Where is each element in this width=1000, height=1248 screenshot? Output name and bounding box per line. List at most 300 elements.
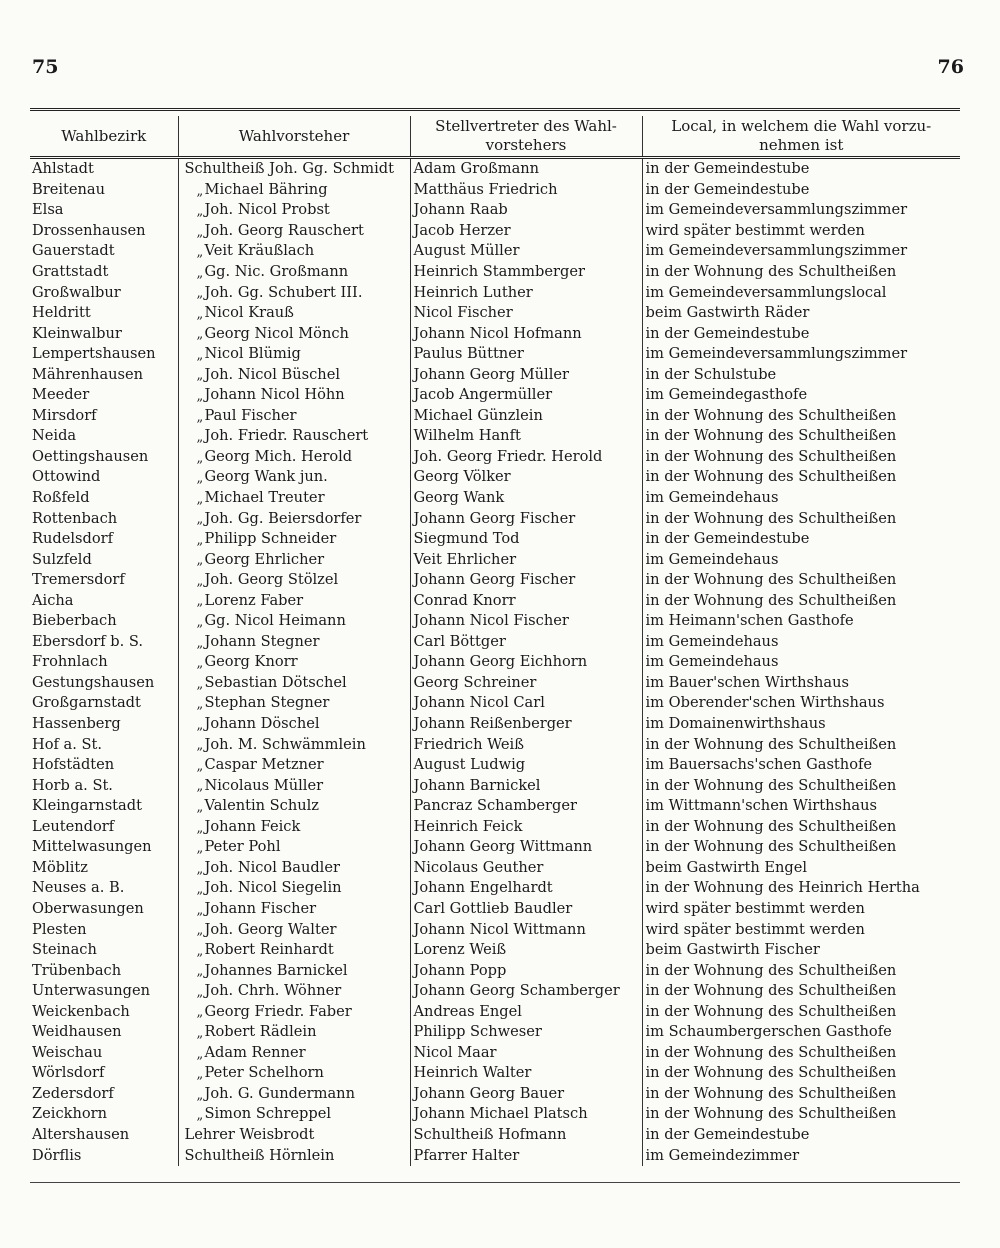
cell-wahlvorsteher <box>178 385 410 406</box>
table-row <box>30 508 960 529</box>
cell-wahlbezirk: Trübenbach <box>32 961 122 979</box>
cell-local: in der Wohnung des Schultheißen <box>642 1063 960 1084</box>
cell-local: in der Wohnung des Schultheißen <box>642 817 960 838</box>
ditto-mark: „ <box>196 204 204 220</box>
election-districts-table <box>30 116 960 1166</box>
cell-wahlvorsteher <box>178 241 410 262</box>
vorsteher-name: Caspar Metzner <box>204 756 324 774</box>
vorsteher-name: Joh. Nicol Probst <box>204 201 330 219</box>
vorsteher-name: Joh. Chrh. Wöhner <box>204 982 342 1000</box>
table-row <box>30 919 960 940</box>
cell-wahlbezirk: Lempertshausen <box>32 345 156 363</box>
cell-stellvertreter: Johann Nicol Wittmann <box>410 919 642 940</box>
cell-wahlvorsteher <box>178 960 410 981</box>
vorsteher-name: Johann Döschel <box>204 715 320 733</box>
vorsteher-name: Johann Nicol Höhn <box>204 386 345 404</box>
cell-wahlvorsteher <box>178 611 410 632</box>
cell-local: beim Gastwirth Räder <box>642 303 960 324</box>
vorsteher-name: Nicolaus Müller <box>204 776 324 794</box>
header-stellvertreter: Stellvertreter des Wahl-vorstehers <box>410 116 642 158</box>
table-row <box>30 755 960 776</box>
table-row <box>30 734 960 755</box>
table-row <box>30 262 960 283</box>
cell-local: in der Wohnung des Schultheißen <box>642 1043 960 1064</box>
cell-wahlbezirk: Grattstadt <box>32 263 109 280</box>
cell-local: in der Wohnung des Schultheißen <box>642 1084 960 1105</box>
table-row <box>30 364 960 385</box>
ditto-mark: „ <box>196 656 204 672</box>
ditto-mark: „ <box>196 779 204 795</box>
cell-wahlvorsteher <box>178 200 410 221</box>
ditto-mark: „ <box>196 615 204 631</box>
vorsteher-name: Valentin Schulz <box>204 797 319 815</box>
cell-local: in der Wohnung des Schultheißen <box>642 1001 960 1022</box>
cell-stellvertreter: Nicol Fischer <box>410 303 642 324</box>
table-row <box>30 796 960 817</box>
cell-wahlvorsteher <box>178 426 410 447</box>
cell-stellvertreter: Nicolaus Geuther <box>410 858 642 879</box>
cell-local: im Bauer'schen Wirthshaus <box>642 673 960 694</box>
cell-local: im Heimann'schen Gasthofe <box>642 611 960 632</box>
ditto-mark: „ <box>196 964 204 980</box>
header-wahlvorsteher: Wahlvorsteher <box>178 116 410 158</box>
vorsteher-name: Gg. Nicol Heimann <box>204 612 346 630</box>
cell-wahlbezirk: Wörlsdorf <box>32 1064 105 1082</box>
ditto-mark: „ <box>196 224 204 240</box>
cell-local: in der Wohnung des Schultheißen <box>642 262 960 283</box>
ditto-mark: „ <box>196 430 204 446</box>
table-row <box>30 200 960 221</box>
cell-wahlbezirk: Zedersdorf <box>32 1084 114 1102</box>
table-row <box>30 981 960 1002</box>
ditto-mark: „ <box>196 594 204 610</box>
cell-wahlbezirk: Leutendorf <box>32 817 115 835</box>
cell-wahlbezirk: Meeder <box>32 386 90 404</box>
cell-local: in der Wohnung des Schultheißen <box>642 406 960 427</box>
cell-wahlbezirk: Bieberbach <box>32 612 117 630</box>
cell-wahlbezirk: Rottenbach <box>32 509 118 527</box>
vorsteher-name: Georg Knorr <box>204 653 298 671</box>
ditto-mark: „ <box>196 409 204 425</box>
cell-stellvertreter: Johann Georg Fischer <box>410 570 642 591</box>
cell-stellvertreter: Veit Ehrlicher <box>410 549 642 570</box>
cell-local: in der Gemeindestube <box>642 1125 960 1146</box>
cell-wahlbezirk: Gestungshausen <box>32 673 155 691</box>
cell-stellvertreter: Paulus Büttner <box>410 344 642 365</box>
cell-wahlbezirk: Mirsdorf <box>32 406 97 424</box>
cell-stellvertreter: Johann Nicol Fischer <box>410 611 642 632</box>
cell-wahlvorsteher <box>178 837 410 858</box>
ditto-mark: „ <box>196 1046 204 1062</box>
cell-local: in der Wohnung des Heinrich Hertha <box>642 878 960 899</box>
table-row <box>30 221 960 242</box>
cell-wahlvorsteher <box>178 221 410 242</box>
cell-wahlvorsteher <box>178 158 410 180</box>
cell-local: im Wittmann'schen Wirthshaus <box>642 796 960 817</box>
cell-stellvertreter: Pfarrer Halter <box>410 1145 642 1166</box>
table-row <box>30 590 960 611</box>
table-row <box>30 447 960 468</box>
header-wahlbezirk: Wahlbezirk <box>30 116 178 158</box>
cell-stellvertreter: Adam Großmann <box>410 158 642 180</box>
cell-wahlvorsteher <box>178 981 410 1002</box>
cell-local: im Bauersachs'schen Gasthofe <box>642 755 960 776</box>
ditto-mark: „ <box>196 902 204 918</box>
cell-stellvertreter: Johann Georg Bauer <box>410 1084 642 1105</box>
cell-wahlbezirk: Weidhausen <box>32 1023 122 1041</box>
cell-stellvertreter: Schultheiß Hofmann <box>410 1125 642 1146</box>
cell-wahlbezirk: Dörflis <box>32 1146 82 1164</box>
ditto-mark: „ <box>196 491 204 507</box>
cell-stellvertreter: Heinrich Feick <box>410 817 642 838</box>
cell-wahlvorsteher <box>178 673 410 694</box>
cell-wahlvorsteher <box>178 755 410 776</box>
cell-wahlbezirk: Weischau <box>32 1043 103 1061</box>
cell-wahlbezirk: Hof a. St. <box>32 735 103 753</box>
cell-local: in der Wohnung des Schultheißen <box>642 837 960 858</box>
top-double-rule <box>30 108 960 111</box>
cell-local: im Oberender'schen Wirthshaus <box>642 693 960 714</box>
cell-wahlbezirk: Mittelwasungen <box>32 838 152 856</box>
cell-stellvertreter: Siegmund Tod <box>410 529 642 550</box>
cell-wahlbezirk: Steinach <box>32 941 97 959</box>
table-row <box>30 549 960 570</box>
vorsteher-name: Joh. Friedr. Rauschert <box>204 427 369 445</box>
cell-stellvertreter: Georg Schreiner <box>410 673 642 694</box>
ditto-mark: „ <box>196 512 204 528</box>
cell-wahlvorsteher <box>178 570 410 591</box>
cell-stellvertreter: Lorenz Weiß <box>410 940 642 961</box>
cell-stellvertreter: Carl Böttger <box>410 632 642 653</box>
ditto-mark: „ <box>196 1108 204 1124</box>
cell-stellvertreter: Johann Georg Wittmann <box>410 837 642 858</box>
ditto-mark: „ <box>196 635 204 651</box>
vorsteher-name: Joh. Georg Rauschert <box>204 221 364 239</box>
cell-wahlvorsteher <box>178 714 410 735</box>
cell-stellvertreter: Jacob Herzer <box>410 221 642 242</box>
cell-local: beim Gastwirth Fischer <box>642 940 960 961</box>
cell-wahlvorsteher <box>178 817 410 838</box>
table-row <box>30 1084 960 1105</box>
cell-wahlbezirk: Frohnlach <box>32 653 108 671</box>
cell-local: im Domainenwirthshaus <box>642 714 960 735</box>
cell-local: in der Gemeindestube <box>642 529 960 550</box>
table-row <box>30 467 960 488</box>
cell-local: im Gemeindeversammlungszimmer <box>642 200 960 221</box>
cell-wahlvorsteher <box>178 344 410 365</box>
ditto-mark: „ <box>196 758 204 774</box>
cell-stellvertreter: Johann Popp <box>410 960 642 981</box>
table-row <box>30 282 960 303</box>
cell-local: im Gemeindehaus <box>642 632 960 653</box>
cell-wahlbezirk: Gauerstadt <box>32 242 115 260</box>
ditto-mark: „ <box>196 471 204 487</box>
cell-local: in der Gemeindestube <box>642 180 960 201</box>
bottom-rule <box>30 1182 960 1183</box>
cell-local: in der Gemeindestube <box>642 158 960 180</box>
cell-wahlbezirk: Tremersdorf <box>32 571 125 589</box>
cell-wahlvorsteher <box>178 447 410 468</box>
page-number-right: 76 <box>937 56 964 78</box>
vorsteher-name: Schultheiß Hörnlein <box>184 1146 335 1164</box>
ditto-mark: „ <box>196 245 204 261</box>
cell-wahlbezirk: Möblitz <box>32 858 88 876</box>
cell-wahlbezirk: Neuses a. B. <box>32 879 125 897</box>
cell-stellvertreter: Johann Nicol Carl <box>410 693 642 714</box>
cell-wahlvorsteher <box>178 652 410 673</box>
cell-wahlbezirk: Altershausen <box>32 1125 130 1143</box>
cell-wahlbezirk: Zeickhorn <box>32 1105 108 1123</box>
table-row <box>30 1125 960 1146</box>
cell-wahlbezirk: Roßfeld <box>32 489 90 507</box>
vorsteher-name: Joh. G. Gundermann <box>204 1084 355 1102</box>
vorsteher-name: Joh. Nicol Siegelin <box>204 879 342 897</box>
table-row <box>30 344 960 365</box>
table-row <box>30 817 960 838</box>
cell-wahlvorsteher <box>178 693 410 714</box>
cell-stellvertreter: Jacob Angermüller <box>410 385 642 406</box>
cell-local: in der Wohnung des Schultheißen <box>642 734 960 755</box>
vorsteher-name: Gg. Nic. Großmann <box>204 263 349 280</box>
cell-wahlbezirk: Mährenhausen <box>32 365 144 383</box>
ditto-mark: „ <box>196 738 204 754</box>
vorsteher-name: Peter Schelhorn <box>204 1064 324 1082</box>
cell-wahlvorsteher <box>178 406 410 427</box>
cell-wahlvorsteher <box>178 323 410 344</box>
ditto-mark: „ <box>196 389 204 405</box>
table-row <box>30 406 960 427</box>
cell-wahlvorsteher <box>178 1125 410 1146</box>
table-row <box>30 385 960 406</box>
table-row <box>30 775 960 796</box>
table-row <box>30 673 960 694</box>
vorsteher-name: Lorenz Faber <box>204 591 304 609</box>
table-row <box>30 960 960 981</box>
ditto-mark: „ <box>196 717 204 733</box>
table-header-row <box>30 116 960 158</box>
cell-local: wird später bestimmt werden <box>642 221 960 242</box>
cell-wahlvorsteher <box>178 775 410 796</box>
vorsteher-name: Johann Feick <box>204 817 301 835</box>
vorsteher-name: Joh. Georg Walter <box>204 920 337 938</box>
vorsteher-name: Joh. Nicol Baudler <box>204 858 340 876</box>
cell-wahlbezirk: Ebersdorf b. S. <box>32 632 143 650</box>
vorsteher-name: Johannes Barnickel <box>204 961 348 979</box>
vorsteher-name: Peter Pohl <box>204 838 281 856</box>
cell-wahlbezirk: Horb a. St. <box>32 776 113 794</box>
cell-stellvertreter: Georg Wank <box>410 488 642 509</box>
cell-wahlvorsteher <box>178 590 410 611</box>
cell-wahlvorsteher <box>178 1084 410 1105</box>
cell-local: wird später bestimmt werden <box>642 899 960 920</box>
header-local: Local, in welchem die Wahl vorzu-nehmen ist <box>642 116 960 158</box>
ditto-mark: „ <box>196 327 204 343</box>
vorsteher-name: Stephan Stegner <box>204 694 330 712</box>
vorsteher-name: Georg Friedr. Faber <box>204 1002 352 1020</box>
table-row <box>30 1145 960 1166</box>
vorsteher-name: Joh. Georg Stölzel <box>204 571 339 589</box>
cell-stellvertreter: Friedrich Weiß <box>410 734 642 755</box>
cell-wahlvorsteher <box>178 796 410 817</box>
cell-local: in der Wohnung des Schultheißen <box>642 447 960 468</box>
vorsteher-name: Michael Treuter <box>204 489 325 507</box>
ditto-mark: „ <box>196 820 204 836</box>
cell-wahlvorsteher <box>178 878 410 899</box>
ditto-mark: „ <box>196 799 204 815</box>
cell-stellvertreter: Heinrich Luther <box>410 282 642 303</box>
cell-local: in der Gemeindestube <box>642 323 960 344</box>
ditto-mark: „ <box>196 1005 204 1021</box>
cell-stellvertreter: Johann Engelhardt <box>410 878 642 899</box>
cell-wahlvorsteher <box>178 262 410 283</box>
cell-local: im Gemeindeversammlungszimmer <box>642 241 960 262</box>
cell-wahlbezirk: Plesten <box>32 920 87 938</box>
cell-stellvertreter: Heinrich Stammberger <box>410 262 642 283</box>
cell-stellvertreter: Johann Barnickel <box>410 775 642 796</box>
cell-local: beim Gastwirth Engel <box>642 858 960 879</box>
table-row <box>30 241 960 262</box>
cell-local: im Gemeindeversammlungszimmer <box>642 344 960 365</box>
table-row <box>30 858 960 879</box>
cell-local: im Gemeindehaus <box>642 652 960 673</box>
cell-stellvertreter: Matthäus Friedrich <box>410 180 642 201</box>
table-body <box>30 158 960 1166</box>
vorsteher-name: Lehrer Weisbrodt <box>184 1125 315 1143</box>
cell-wahlvorsteher <box>178 488 410 509</box>
vorsteher-name: Robert Reinhardt <box>204 941 334 959</box>
vorsteher-name: Nicol Krauß <box>204 304 294 322</box>
ditto-mark: „ <box>196 450 204 466</box>
vorsteher-name: Nicol Blümig <box>204 345 301 363</box>
cell-wahlbezirk: Hofstädten <box>32 756 115 774</box>
cell-wahlbezirk: Oberwasungen <box>32 899 144 917</box>
table-row <box>30 714 960 735</box>
ditto-mark: „ <box>196 265 204 281</box>
cell-local: im Gemeindehaus <box>642 488 960 509</box>
cell-stellvertreter: Johann Georg Fischer <box>410 508 642 529</box>
table-row <box>30 158 960 180</box>
cell-stellvertreter: Carl Gottlieb Baudler <box>410 899 642 920</box>
cell-stellvertreter: Johann Georg Müller <box>410 364 642 385</box>
cell-wahlbezirk: Kleinwalbur <box>32 324 122 342</box>
table-row <box>30 180 960 201</box>
table-row <box>30 940 960 961</box>
cell-local: in der Wohnung des Schultheißen <box>642 508 960 529</box>
cell-wahlbezirk: Aicha <box>32 591 74 609</box>
ditto-mark: „ <box>196 882 204 898</box>
cell-stellvertreter: Johann Raab <box>410 200 642 221</box>
ditto-mark: „ <box>196 943 204 959</box>
cell-stellvertreter: Heinrich Walter <box>410 1063 642 1084</box>
cell-stellvertreter: Johann Georg Schamberger <box>410 981 642 1002</box>
vorsteher-name: Georg Wank jun. <box>204 468 328 486</box>
cell-wahlbezirk: Rudelsdorf <box>32 530 114 548</box>
cell-wahlvorsteher <box>178 467 410 488</box>
cell-local: in der Wohnung des Schultheißen <box>642 467 960 488</box>
table-row <box>30 323 960 344</box>
table-row <box>30 488 960 509</box>
ditto-mark: „ <box>196 286 204 302</box>
cell-stellvertreter: Nicol Maar <box>410 1043 642 1064</box>
cell-stellvertreter: Joh. Georg Friedr. Herold <box>410 447 642 468</box>
cell-local: in der Wohnung des Schultheißen <box>642 775 960 796</box>
cell-wahlvorsteher <box>178 303 410 324</box>
cell-local: im Gemeindeversammlungslocal <box>642 282 960 303</box>
page-number-left: 75 <box>32 56 59 78</box>
vorsteher-name: Paul Fischer <box>204 406 297 424</box>
ditto-mark: „ <box>196 573 204 589</box>
cell-stellvertreter: Johann Reißenberger <box>410 714 642 735</box>
cell-wahlvorsteher <box>178 1001 410 1022</box>
vorsteher-name: Johann Fischer <box>204 899 317 917</box>
cell-wahlvorsteher <box>178 632 410 653</box>
cell-wahlvorsteher <box>178 529 410 550</box>
vorsteher-name: Veit Kräußlach <box>204 242 315 260</box>
cell-wahlvorsteher <box>178 1145 410 1166</box>
cell-stellvertreter: Pancraz Schamberger <box>410 796 642 817</box>
cell-wahlbezirk: Hassenberg <box>32 715 121 733</box>
cell-stellvertreter: Andreas Engel <box>410 1001 642 1022</box>
cell-wahlvorsteher <box>178 282 410 303</box>
cell-wahlvorsteher <box>178 1063 410 1084</box>
table-row <box>30 426 960 447</box>
vorsteher-name: Georg Ehrlicher <box>204 550 325 568</box>
cell-wahlbezirk: Ottowind <box>32 468 101 486</box>
cell-wahlvorsteher <box>178 180 410 201</box>
table-row <box>30 570 960 591</box>
ditto-mark: „ <box>196 347 204 363</box>
cell-local: im Schaumbergerschen Gasthofe <box>642 1022 960 1043</box>
vorsteher-name: Sebastian Dötschel <box>204 673 347 691</box>
table-row <box>30 632 960 653</box>
cell-local: im Gemeindegasthofe <box>642 385 960 406</box>
ditto-mark: „ <box>196 532 204 548</box>
cell-stellvertreter: Wilhelm Hanft <box>410 426 642 447</box>
cell-wahlvorsteher <box>178 549 410 570</box>
cell-local: in der Wohnung des Schultheißen <box>642 1104 960 1125</box>
cell-stellvertreter: August Müller <box>410 241 642 262</box>
vorsteher-name: Joh. Gg. Beiersdorfer <box>204 509 362 527</box>
vorsteher-name: Joh. Gg. Schubert III. <box>204 283 363 301</box>
cell-wahlvorsteher <box>178 734 410 755</box>
ditto-mark: „ <box>196 861 204 877</box>
cell-wahlvorsteher <box>178 899 410 920</box>
cell-stellvertreter: Johann Michael Platsch <box>410 1104 642 1125</box>
cell-wahlbezirk: Breitenau <box>32 180 106 198</box>
vorsteher-name: Adam Renner <box>204 1043 306 1061</box>
ditto-mark: „ <box>196 676 204 692</box>
cell-local: im Gemeindehaus <box>642 549 960 570</box>
table-row <box>30 611 960 632</box>
ditto-mark: „ <box>196 1025 204 1041</box>
vorsteher-name: Philipp Schneider <box>204 530 337 548</box>
cell-wahlvorsteher <box>178 940 410 961</box>
cell-local: in der Wohnung des Schultheißen <box>642 981 960 1002</box>
cell-wahlbezirk: Neida <box>32 427 77 445</box>
cell-wahlvorsteher <box>178 1022 410 1043</box>
ditto-mark: „ <box>196 984 204 1000</box>
table-row <box>30 1022 960 1043</box>
cell-local: in der Wohnung des Schultheißen <box>642 570 960 591</box>
cell-stellvertreter: Georg Völker <box>410 467 642 488</box>
cell-wahlvorsteher <box>178 858 410 879</box>
cell-wahlbezirk: Weickenbach <box>32 1002 130 1020</box>
cell-wahlbezirk: Ahlstadt <box>32 160 94 178</box>
table-row <box>30 303 960 324</box>
cell-stellvertreter: Michael Günzlein <box>410 406 642 427</box>
ditto-mark: „ <box>196 1067 204 1083</box>
cell-stellvertreter: Philipp Schweser <box>410 1022 642 1043</box>
